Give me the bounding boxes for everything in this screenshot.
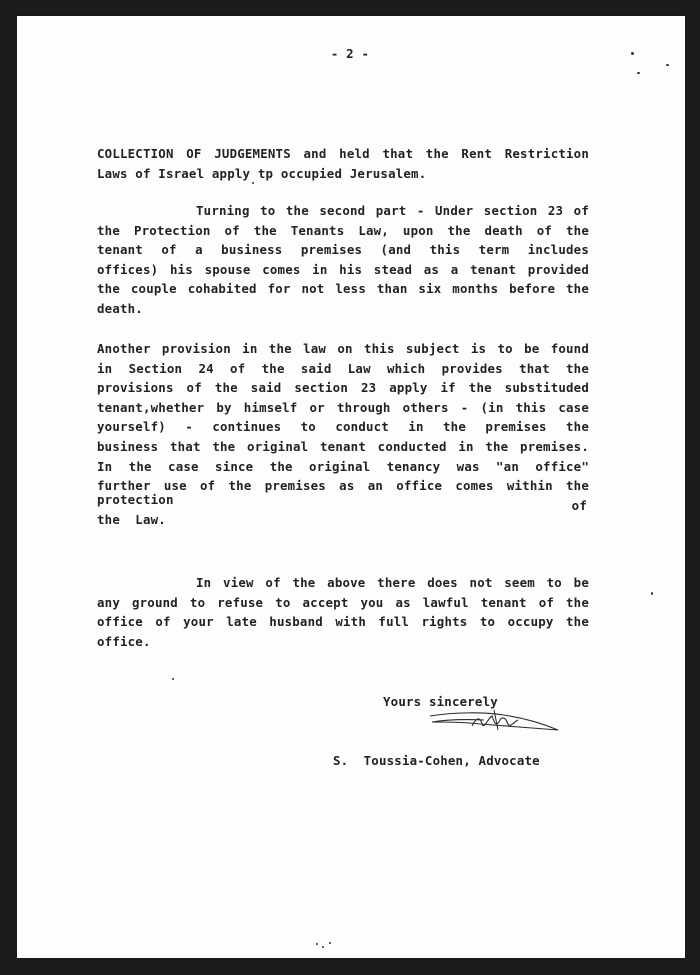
- closing-salutation: Yours sincerely: [383, 694, 498, 709]
- text-line: in Section 24 of the said Law which provides that the: [97, 360, 589, 376]
- text-line: [97, 573, 589, 593]
- text-line: Another provision in the law on this subject is to be found: [97, 341, 589, 356]
- page-number: - 2 -: [330, 46, 370, 61]
- text-line: provisions of the said section 23 apply if the substituded: [97, 380, 589, 396]
- text-line: tenant of a business premises (and this term includes: [97, 242, 589, 258]
- text-line: Laws of Israel apply tp occupied Jerusalem.: [97, 165, 427, 181]
- text-line: yourself) - continues to conduct in the premises the: [97, 419, 589, 435]
- text-line: offices) his spouse comes in his stead as a tenant provided: [97, 261, 589, 277]
- word-the-law: the Law.: [97, 512, 166, 527]
- paragraph-tail: [97, 492, 589, 532]
- text-line: office.: [97, 633, 151, 649]
- text-line: the couple cohabited for not less than six months before the: [97, 281, 589, 297]
- handwritten-signature: [424, 700, 564, 740]
- word-of: of: [571, 498, 587, 513]
- text-line: office of your late husband with full rights to occupy the: [97, 614, 589, 630]
- paragraph-second-part: [97, 201, 589, 319]
- text-line-content: In view of the above there does not seem to be: [196, 575, 589, 590]
- word-protection: protection: [97, 492, 174, 507]
- text-line: further use of the premises as an office comes within the: [97, 478, 589, 494]
- text-line: any ground to refuse to accept you as lawful tenant of the: [97, 594, 589, 610]
- text-line: [97, 201, 589, 221]
- text-line: the Protection of the Tenants Law, upon the death of the: [97, 222, 589, 238]
- signer-name: S. Toussia-Cohen, Advocate: [333, 753, 540, 768]
- text-line-content: Turning to the second part - Under section 23 of: [196, 203, 589, 218]
- text-line: death.: [97, 300, 143, 316]
- paragraph-another-provision: [97, 339, 589, 496]
- paragraph-judgements: [97, 144, 589, 183]
- text-line: COLLECTION OF JUDGEMENTS and held that the Rent Restriction: [97, 146, 589, 161]
- text-line: business that the original tenant conducted in the premises.: [97, 438, 589, 454]
- text-line: In the case since the original tenancy was "an office": [97, 458, 589, 474]
- paragraph-conclusion: [97, 573, 589, 651]
- text-line: tenant,whether by himself or through others - (in this case: [97, 399, 589, 415]
